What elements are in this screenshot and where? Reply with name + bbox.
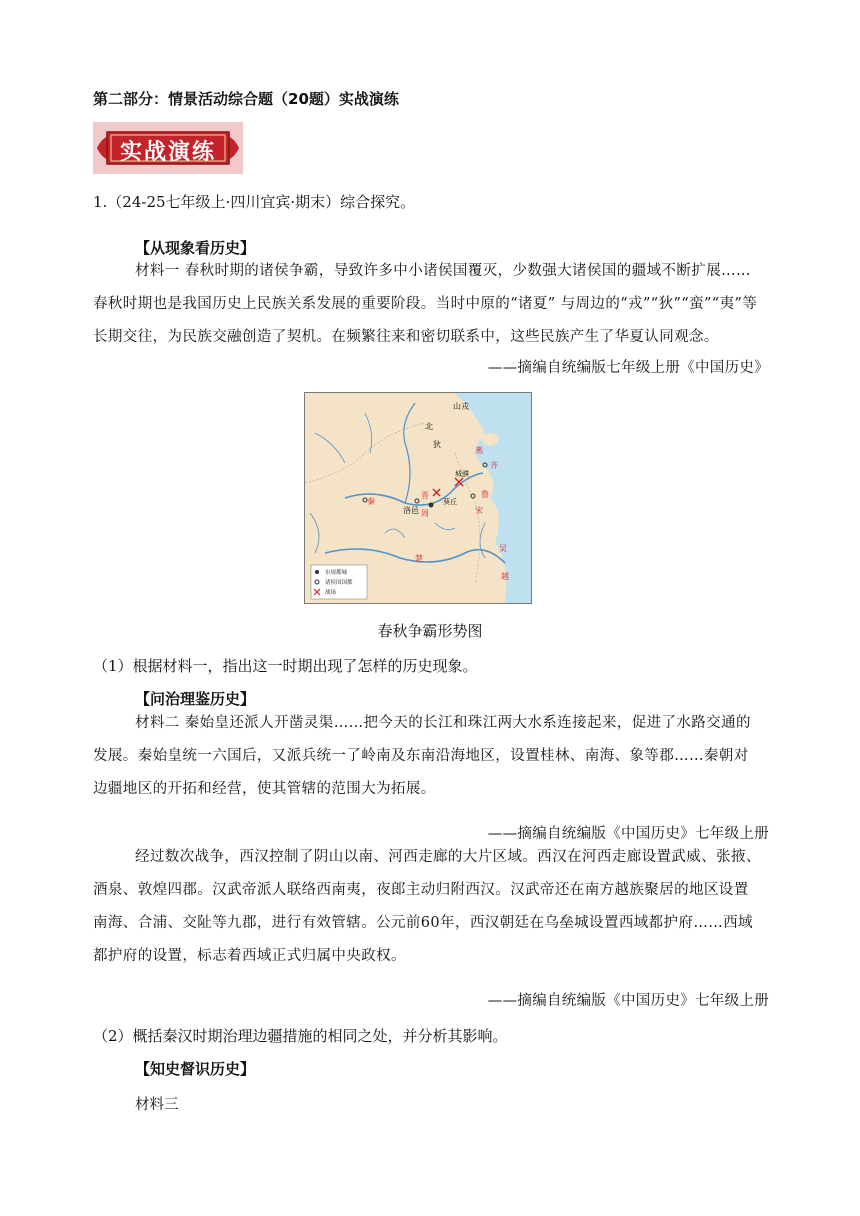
legend-label: 诸侯国国都 <box>325 580 353 586</box>
material-2-line: 边疆地区的开拓和经营，使其管辖的范围大为拓展。 <box>93 781 436 797</box>
sub-question-1: （1）根据材料一，指出这一时期出现了怎样的历史现象。 <box>93 657 478 675</box>
sub-question-2: （2）概括秦汉时期治理边疆措施的相同之处，并分析其影响。 <box>93 1027 508 1045</box>
material-3-label: 材料三 <box>135 1097 179 1113</box>
material-2b-source: ——摘编自统编版《中国历史》七年级上册 <box>487 993 769 1009</box>
map-label-song: 宋 <box>475 506 483 515</box>
section-title: 第二部分：情景活动综合题（20题）实战演练 <box>93 90 399 108</box>
map-label-qin: 秦 <box>367 497 375 506</box>
material-2b-line: 南海、合浦、交阯等九郡，进行有效管辖。公元前60年，西汉朝廷在乌垒城设置西域都护府……西域 <box>93 915 753 931</box>
spring-autumn-map <box>304 392 532 604</box>
legend-label: 战场 <box>325 590 337 596</box>
banner <box>93 122 243 174</box>
map-label-kuiqiu: 葵丘 <box>443 498 457 506</box>
material-2-line: 材料二 秦始皇还派人开凿灵渠……把今天的长江和珠江两大水系连接起来，促进了水路交通的 <box>135 715 751 731</box>
part2-heading: 【问治理鉴历史】 <box>135 690 256 708</box>
legend-capital-icon <box>315 570 319 574</box>
map-label-lu: 鲁 <box>481 490 489 499</box>
banner-text: 实战演练 <box>119 139 216 165</box>
map-label-zhou: 周 <box>421 509 429 518</box>
material-2b <box>93 841 769 973</box>
map-label-qi: 齐 <box>490 461 498 470</box>
material-2b-line: 都护府的设置，标志着西域正式归属中央政权。 <box>93 948 406 964</box>
part1-heading: 【从现象看历史】 <box>135 239 256 257</box>
map-label-wu: 吴 <box>499 544 507 553</box>
material-1-source: ——摘编自统编版七年级上册《中国历史》 <box>487 360 769 376</box>
material-1-line: 长期交往，为民族交融创造了契机。在频繁往来和密切联系中，这些民族产生了华夏认同观念。 <box>93 329 719 345</box>
material-1-line: 春秋时期也是我国历史上民族关系发展的重要阶段。当时中原的“诸夏” 与周边的“戎”“狄”“蛮”“夷”等 <box>93 296 758 312</box>
legend-label: 东周都城 <box>325 570 348 576</box>
material-2b-line: 经过数次战争，西汉控制了阴山以南、河西走廊的大片区域。西汉在河西走廊设置武威、张掖、 <box>135 849 761 865</box>
map-label-bei: 北 <box>425 422 433 431</box>
map-label-yan: 燕 <box>475 446 483 455</box>
material-2 <box>93 707 769 806</box>
map-label-chengpu: 城濮 <box>455 470 469 478</box>
question-header: 1.（24-25七年级上·四川宜宾·期末）综合探究。 <box>93 193 416 211</box>
map-label-di: 狄 <box>433 440 441 449</box>
part3-heading: 【知史督识历史】 <box>135 1060 256 1078</box>
material-1-line: 材料一 春秋时期的诸侯争霸，导致许多中小诸侯国覆灭，少数强大诸侯国的疆域不断扩展…… <box>135 263 751 279</box>
map-label-jin: 晋 <box>421 491 429 500</box>
map-label-yue: 越 <box>501 572 509 581</box>
material-2-line: 发展。秦始皇统一六国后，又派兵统一了岭南及东南沿海地区，设置桂林、南海、象等郡……秦朝对 <box>93 748 749 764</box>
map-label-luoyi: 洛邑 <box>403 506 419 515</box>
material-2b-line: 酒泉、敦煌四郡。汉武帝派人联络西南夷，夜郎主动归附西汉。汉武帝还在南方越族聚居的地区设置 <box>93 882 749 898</box>
map-label-shan-rong: 山戎 <box>453 402 469 411</box>
material-1 <box>93 255 769 354</box>
material-2-source: ——摘编自统编版《中国历史》七年级上册 <box>487 826 769 842</box>
map-caption: 春秋争霸形势图 <box>377 622 483 640</box>
map-label-chu: 楚 <box>415 554 423 563</box>
capital-marker <box>429 503 434 508</box>
